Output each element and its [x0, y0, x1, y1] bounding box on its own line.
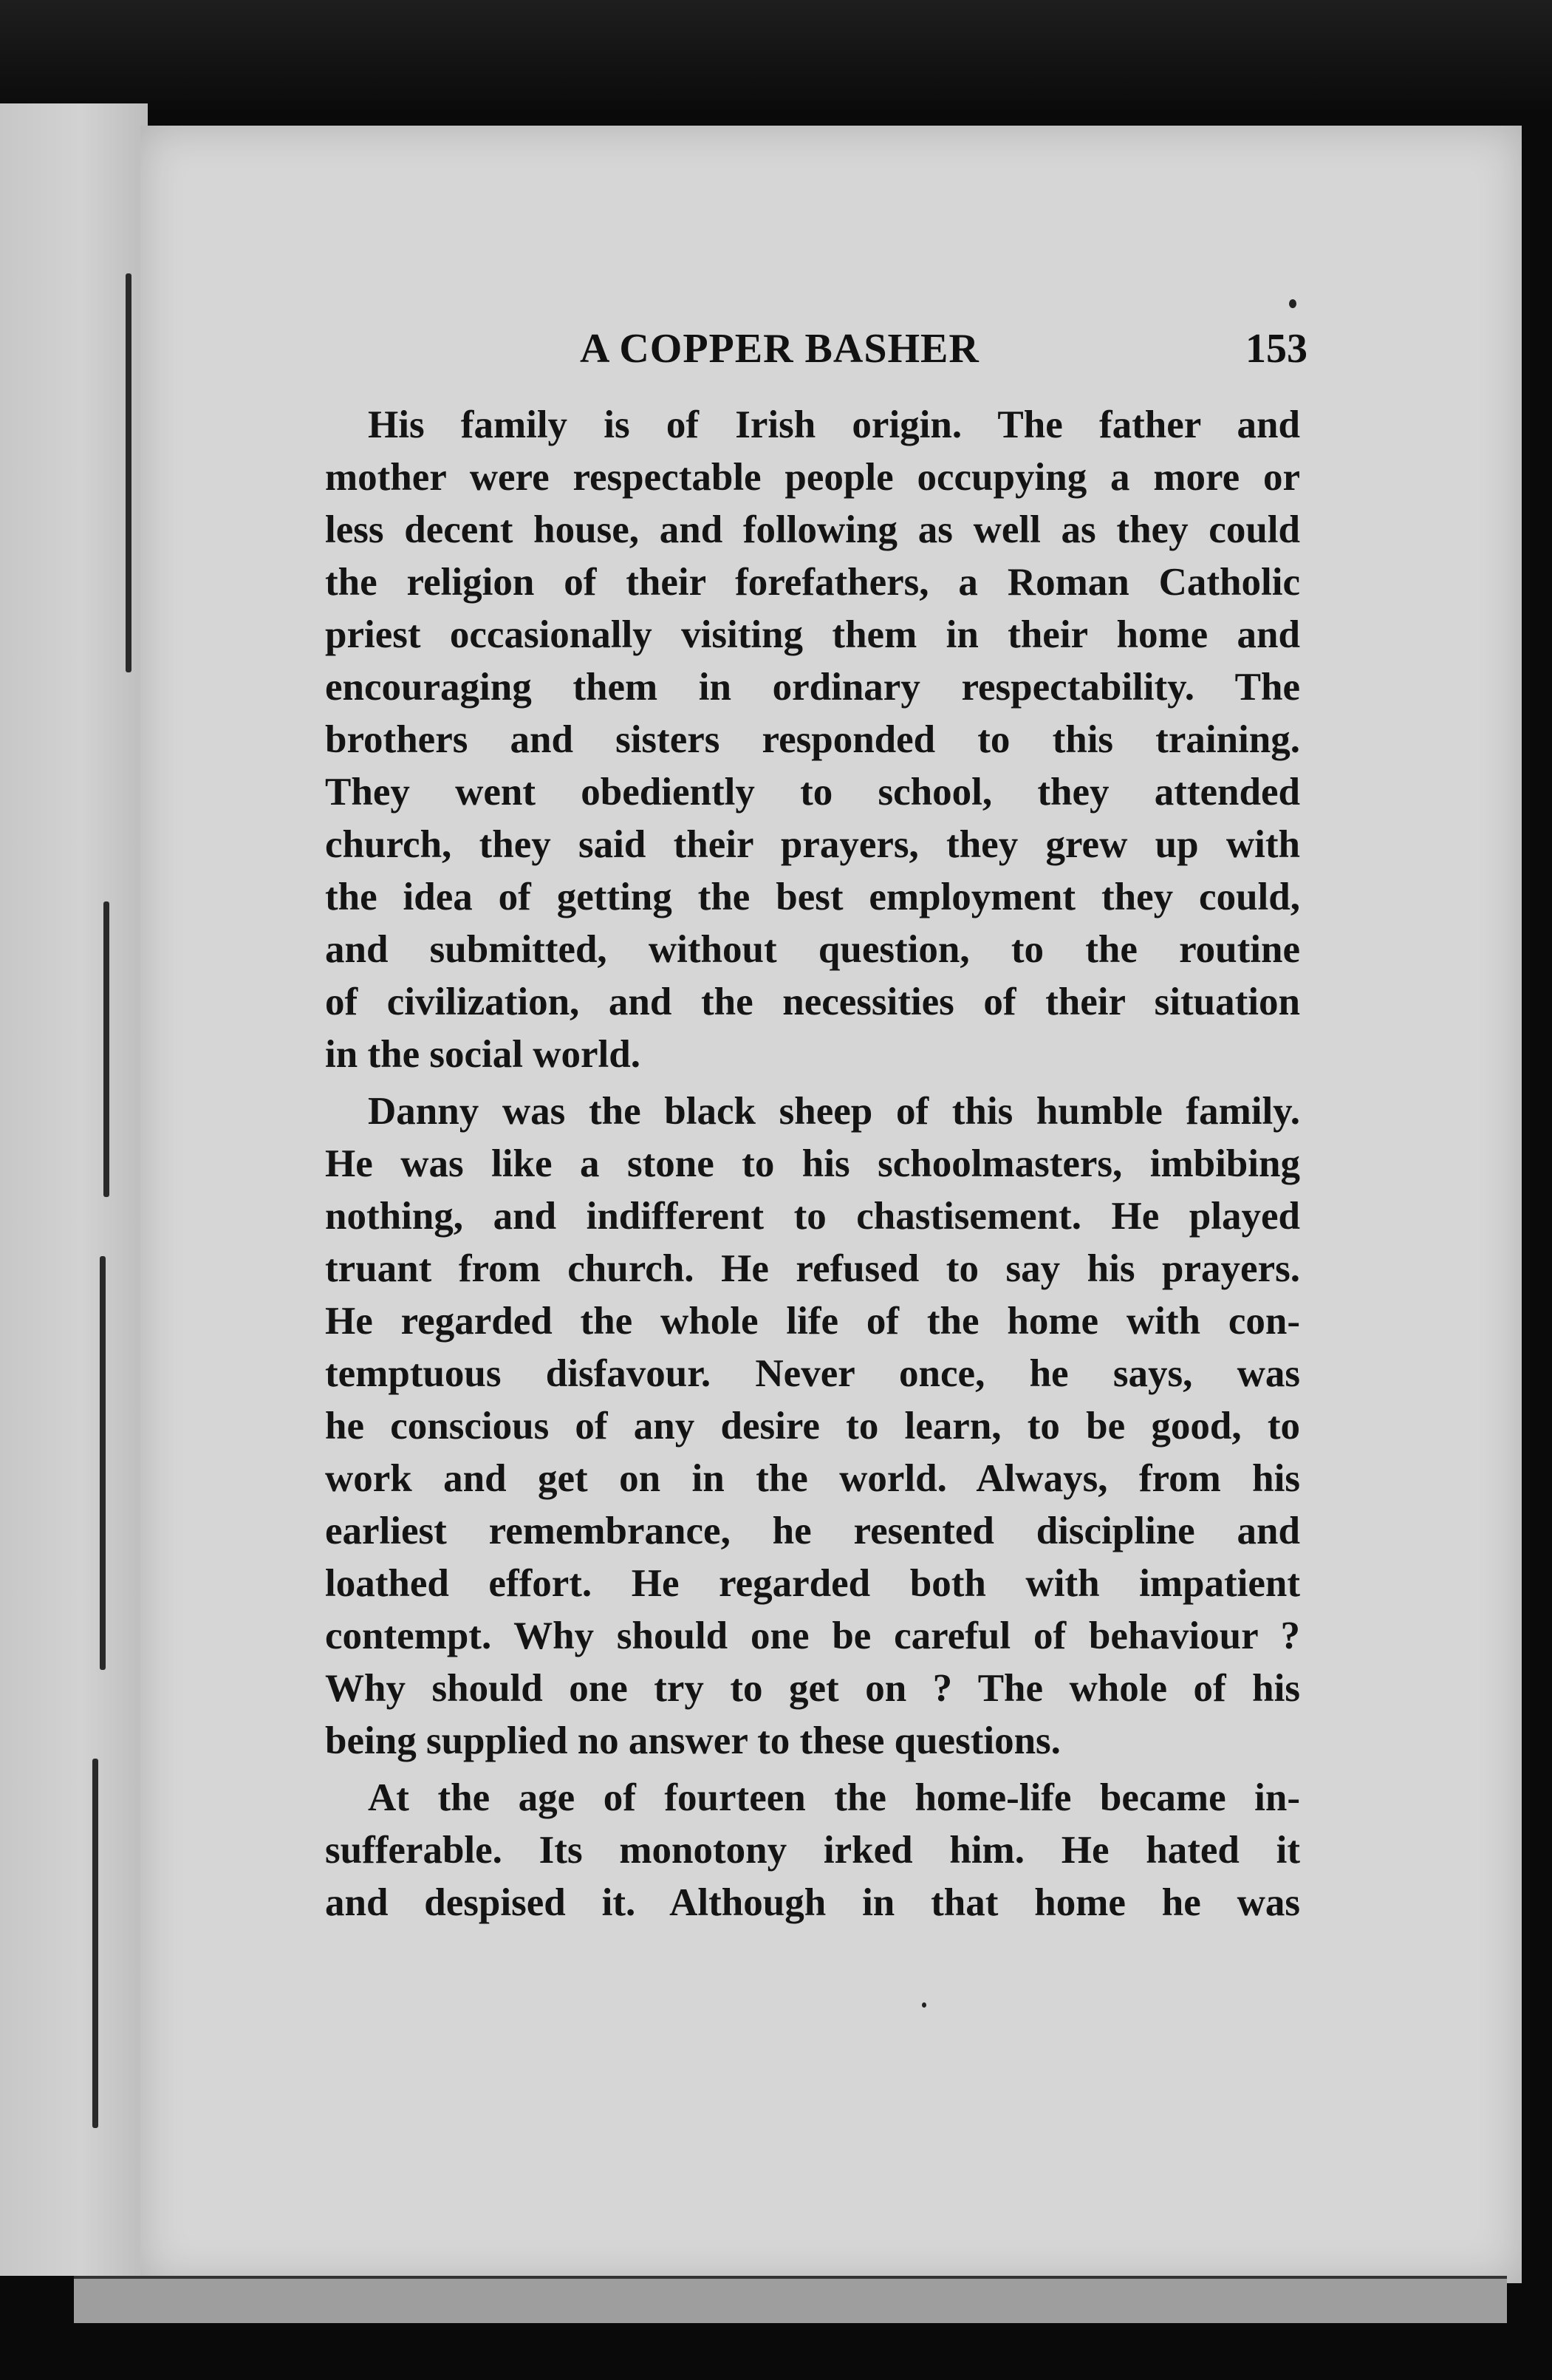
page-number: 153	[1245, 326, 1307, 372]
text-line: He was like a stone to his schoolmasters, imbibing	[325, 1142, 1300, 1185]
text-line: loathed effort. He regarded both with impatient	[325, 1562, 1300, 1605]
text-line: contempt. Why should one be careful of behaviour ?	[325, 1614, 1300, 1657]
text-line: They went obediently to school, they attended	[325, 771, 1300, 814]
text-line: earliest remembrance, he resented discipline and	[325, 1510, 1300, 1552]
running-head	[325, 310, 1307, 377]
dust-speck	[922, 2002, 926, 2008]
binding-stitch	[92, 1759, 98, 2128]
text-line: At the age of fourteen the home-life became in-	[368, 1776, 1300, 1819]
text-line: in the social world.	[325, 1033, 640, 1076]
page-bottom-edge	[74, 2276, 1507, 2323]
text-line: work and get on in the world. Always, from his	[325, 1457, 1300, 1500]
text-line: the idea of getting the best employment they could,	[325, 876, 1300, 918]
text-line: and submitted, without question, to the routine	[325, 928, 1300, 971]
text-line: His family is of Irish origin. The father and	[368, 403, 1300, 446]
text-line: being supplied no answer to these questions.	[325, 1719, 1061, 1762]
dust-speck	[1289, 299, 1296, 308]
paragraph-2	[325, 1085, 1300, 1767]
text-line: sufferable. Its monotony irked him. He hated it	[325, 1829, 1300, 1872]
text-line: of civilization, and the necessities of their situation	[325, 981, 1300, 1023]
text-line: encouraging them in ordinary respectability. The	[325, 666, 1300, 709]
text-line: truant from church. He refused to say his prayers.	[325, 1247, 1300, 1290]
previous-page-edge	[0, 103, 148, 2276]
text-line: and despised it. Although in that home he was	[325, 1881, 1300, 1924]
body-text	[325, 399, 1300, 1929]
scanner-top-edge	[0, 0, 1552, 111]
text-line: mother were respectable people occupying a more or	[325, 456, 1300, 499]
text-line: nothing, and indifferent to chastisement. He played	[325, 1195, 1300, 1238]
text-line: Why should one try to get on ? The whole of his	[325, 1667, 1300, 1710]
paragraph-3	[325, 1772, 1300, 1929]
text-line: church, they said their prayers, they grew up with	[325, 823, 1300, 866]
paragraph-1	[325, 399, 1300, 1081]
text-line: Danny was the black sheep of this humble family.	[368, 1090, 1300, 1133]
text-line: He regarded the whole life of the home with con-	[325, 1300, 1300, 1343]
text-line: temptuous disfavour. Never once, he says, was	[325, 1352, 1300, 1395]
text-line: he conscious of any desire to learn, to be good, to	[325, 1405, 1300, 1448]
binding-stitch	[100, 1256, 106, 1670]
binding-stitch	[126, 273, 131, 672]
text-line: less decent house, and following as well as they could	[325, 508, 1300, 551]
text-line: the religion of their forefathers, a Roman Catholic	[325, 561, 1300, 604]
binding-stitch	[103, 901, 109, 1197]
text-line: brothers and sisters responded to this training.	[325, 718, 1300, 761]
text-line: priest occasionally visiting them in their home and	[325, 613, 1300, 656]
running-title: A COPPER BASHER	[580, 326, 980, 372]
